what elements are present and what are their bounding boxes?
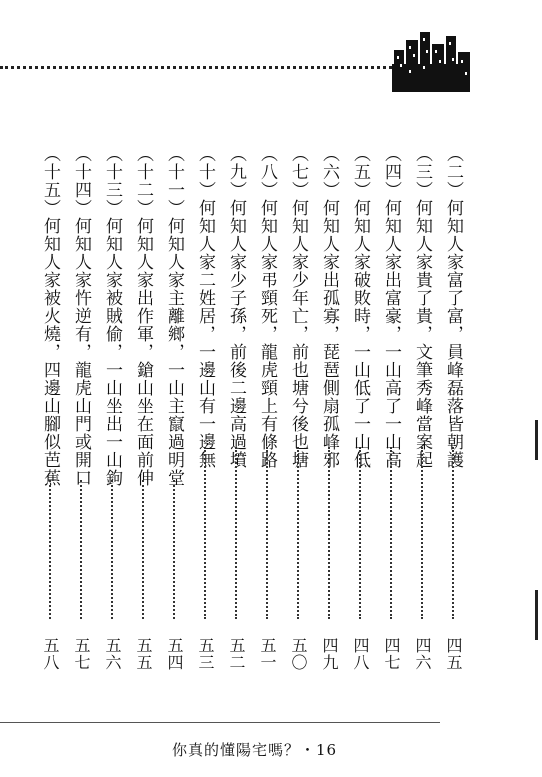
scan-edge-mark [535,420,538,460]
scan-edge-mark [535,590,538,640]
dot-leader [297,447,299,619]
toc-entry-title: （十四）何知人家忤逆有，龍虎山門或開口 [71,145,91,487]
dot-leader [173,480,175,619]
toc-entry-title: （八）何知人家弔頸死，龍虎頸上有條路 [257,145,277,469]
footer-rule [0,722,440,723]
toc-page-number: 四六 [413,637,432,671]
toc-entry-title: （六）何知人家出孤寡，琵琶側扇孤峰邪 [319,145,339,469]
toc-page-number: 四五 [444,637,463,671]
dot-leader [49,480,51,619]
toc-entry-title: （十一）何知人家主離鄉，一山主竄過明堂 [164,145,184,487]
toc-entry [159,145,189,685]
toc-entry [438,145,468,685]
toc-entry [66,145,96,685]
dot-leader [204,447,206,619]
toc-entry [314,145,344,685]
toc-entry [376,145,406,685]
toc-page-number: 四八 [351,637,370,671]
toc-entry [128,145,158,685]
toc-page-number: 五七 [72,637,91,671]
dot-leader [111,480,113,619]
toc-entry [345,145,375,685]
dot-leader [421,447,423,619]
toc-page-number: 五六 [103,637,122,671]
dot-leader [142,480,144,619]
toc-page-number: 五一 [258,637,277,671]
toc-entry [97,145,127,685]
dot-leader [328,447,330,619]
toc-entry-title: （十）何知人家二姓居，一邊山有一邊無 [195,145,215,469]
toc-entry [283,145,313,685]
toc-entry-title: （十二）何知人家出作軍，鎗山坐在面前伸 [133,145,153,487]
toc-page-number: 五二 [227,637,246,671]
dot-leader [452,447,454,619]
toc-page-number: 四九 [320,637,339,671]
toc-entry [190,145,220,685]
page-footer: 你真的懂陽宅嗎？・16 [172,741,338,759]
toc-page-number: 五八 [41,637,60,671]
dot-leader [80,480,82,619]
toc-entry-title: （九）何知人家少子孫，前後二邊高過墳 [226,145,246,469]
dot-leader [390,447,392,619]
toc-page-number: 四七 [382,637,401,671]
dot-leader [359,447,361,619]
toc-entry [407,145,437,685]
toc-entry-title: （十三）何知人家被賊偷，一山坐出一山鉤 [102,145,122,487]
toc-entry-title: （七）何知人家少年亡，前也塘兮後也塘 [288,145,308,469]
toc-entry [35,145,65,685]
toc-entry-title: （四）何知人家出富豪，一山高了一山高 [381,145,401,469]
toc-entry-title: （二）何知人家富了富，員峰磊落皆朝護 [443,145,463,469]
toc-entry [252,145,282,685]
dot-leader [266,447,268,619]
toc-entry-title: （十五）何知人家被火燒，四邊山腳似芭蕉 [40,145,60,487]
toc-page-number: 五〇 [289,637,308,671]
toc-entry [221,145,251,685]
toc-entry-title: （三）何知人家貴了貴，文筆秀峰當案起 [412,145,432,469]
toc-page-number: 五四 [165,637,184,671]
dot-leader [235,447,237,619]
toc-page-number: 五五 [134,637,153,671]
toc-entry-title: （五）何知人家破敗時，一山低了一山低 [350,145,370,469]
toc-page-number: 五三 [196,637,215,671]
